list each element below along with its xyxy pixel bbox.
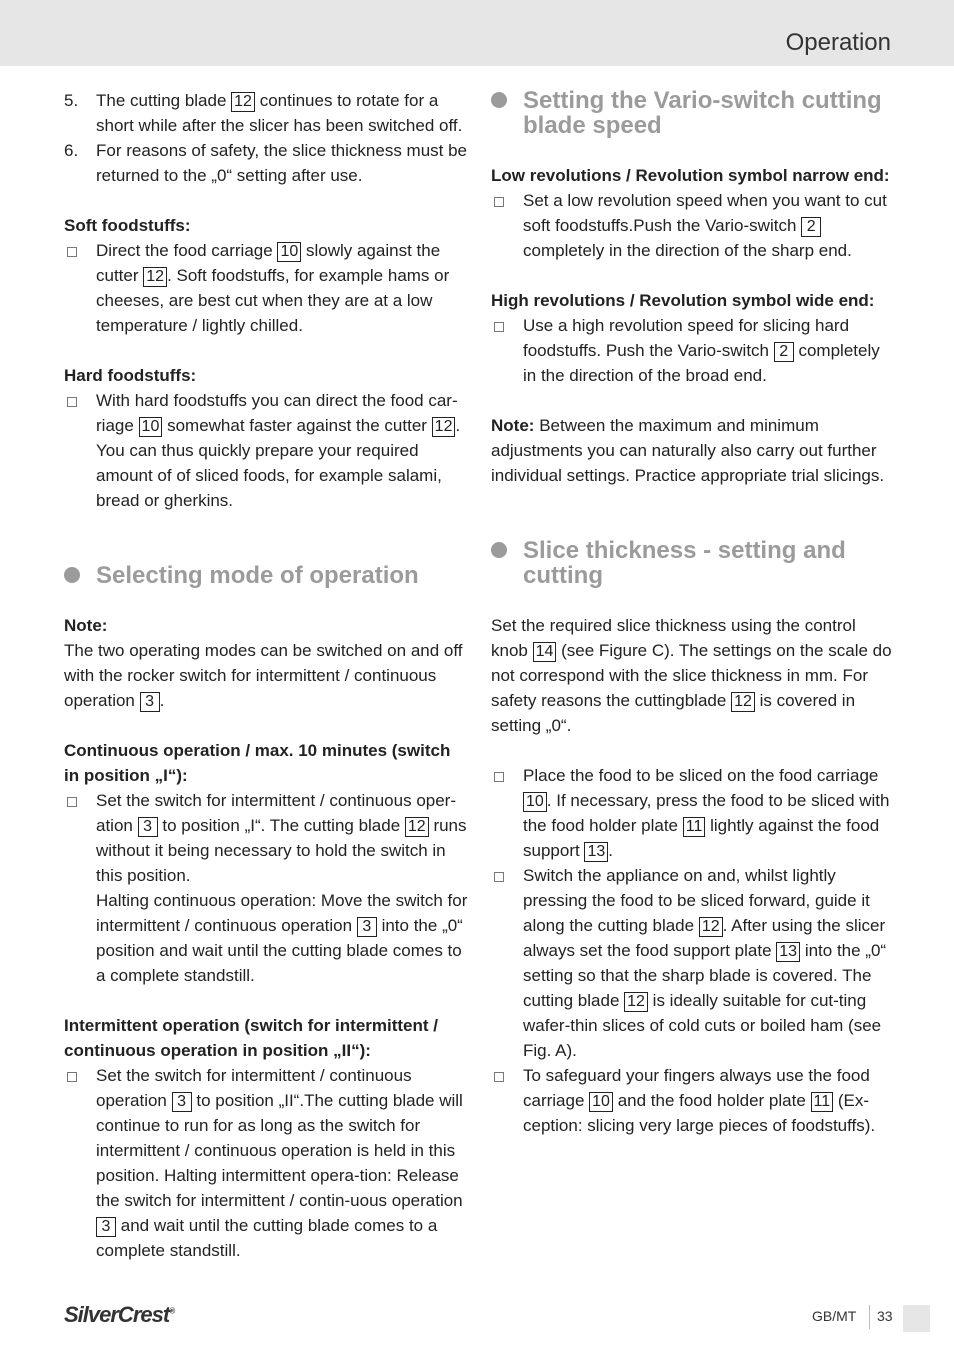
- intro-paragraph: Set the required slice thickness using the control knob 14 (see Figure C). The settings on the scale do not correspond with the slice thickness in mm. For safety reasons the cuttingblade 12 is covered in setting „0“.: [491, 616, 892, 735]
- page-number: 33: [877, 1308, 893, 1324]
- ref-number: 3: [357, 917, 377, 937]
- right-column: [491, 88, 895, 1138]
- bullet-dot-icon: [491, 92, 507, 108]
- checkbox-bullet-icon: [491, 763, 523, 863]
- ref-number: 2: [774, 342, 794, 362]
- list-item: Use a high revolution speed for slicing hard foodstuffs. Push the Vario-switch 2 completely in the direction of the broad end.: [491, 313, 895, 388]
- section-heading-vario: Setting the Vario-switch cutting blade speed: [491, 88, 895, 138]
- checkbox-bullet-icon: [491, 1063, 523, 1138]
- ref-number: 12: [731, 692, 755, 712]
- bullet-dot-icon: [64, 567, 80, 583]
- ref-number: 10: [139, 417, 163, 437]
- low-revolutions-heading: Low revolutions / Revolution symbol narrow end:: [491, 166, 890, 185]
- hard-foodstuffs-heading: Hard foodstuffs:: [64, 366, 197, 385]
- list-item-5: 5. The cutting blade 12 continues to rotate for a short while after the slicer has been switched off.: [64, 91, 463, 135]
- ref-number: 11: [811, 1092, 834, 1112]
- ref-number: 12: [699, 917, 723, 937]
- footer-divider: [869, 1305, 870, 1329]
- ref-number: 12: [143, 267, 167, 287]
- ref-number: 10: [277, 242, 301, 262]
- left-column: [64, 88, 468, 1263]
- ref-number: 11: [683, 817, 706, 837]
- checkbox-bullet-icon: [491, 863, 523, 1063]
- ref-number: 3: [138, 817, 158, 837]
- list-item: Set the switch for intermittent / continuous oper-ation 3 to position „I“. The cutting blade 12 runs without it being necessary to hold the switch in this position. Halting continuous operation: Move the switch for intermittent / continuous operation 3 into the „0“ position and wait until the cutting blade comes to a complete standstill.: [64, 788, 468, 988]
- list-item: Place the food to be sliced on the food carriage 10 . If necessary, press the food to be sliced with the food holder plate 11 lightly against the food support 13 .: [491, 763, 895, 863]
- list-item: With hard foodstuffs you can direct the food car-riage 10 somewhat faster against the cutter 12 . You can thus quickly prepare your required amount of of sliced foods, for example salami, bread or gherkins.: [64, 388, 468, 513]
- checkbox-bullet-icon: [64, 238, 96, 338]
- ref-number: 12: [405, 817, 429, 837]
- section-heading-mode: Selecting mode of operation: [64, 563, 468, 588]
- locale-label: GB/MT: [812, 1308, 857, 1324]
- ref-number: 12: [231, 92, 255, 112]
- list-item: Direct the food carriage 10 slowly against the cutter 12 . Soft foodstuffs, for example hams or cheeses, are best cut when they are at a low temperature / lightly chilled.: [64, 238, 468, 338]
- ref-number: 13: [584, 842, 608, 862]
- footer-tab-box: [903, 1305, 930, 1332]
- page-title: Operation: [785, 29, 891, 56]
- soft-foodstuffs-heading: Soft foodstuffs:: [64, 216, 191, 235]
- high-revolutions-heading: High revolutions / Revolution symbol wide end:: [491, 291, 875, 310]
- section-heading-slice: Slice thickness - setting and cutting: [491, 538, 895, 588]
- checkbox-bullet-icon: [491, 313, 523, 388]
- brand-logo: SilverCrest®: [64, 1302, 175, 1327]
- list-item: Switch the appliance on and, whilst lightly pressing the food to be sliced forward, guide it along the cutting blade 12 . After using the slicer always set the food support plate 13 into the „0“ setting so that the sharp blade is covered. The cutting blade 12 is ideally suitable for cut-ting wafer-thin slices of cold cuts or boiled ham (see Fig. A).: [491, 863, 895, 1063]
- list-item: Set a low revolution speed when you want to cut soft foodstuffs.Push the Vario-switch 2 completely in the direction of the sharp end.: [491, 188, 895, 263]
- note-heading: Note:: [64, 616, 108, 635]
- page-header: [0, 0, 954, 66]
- ref-number: 14: [533, 642, 557, 662]
- ref-number: 12: [624, 992, 648, 1012]
- note-paragraph: Note: Between the maximum and minimum adjustments you can naturally also carry out further individual settings. Practice appropriate trial slicings.: [491, 416, 885, 485]
- ref-number: 3: [96, 1217, 116, 1237]
- ref-number: 13: [776, 942, 800, 962]
- ref-number: 2: [801, 217, 821, 237]
- bullet-dot-icon: [491, 542, 507, 558]
- intermittent-heading: Intermittent operation (switch for intermittent / continuous operation in position „II“):: [64, 1016, 439, 1060]
- list-item-6: 6. For reasons of safety, the slice thickness must be returned to the „0“ setting after use.: [64, 141, 468, 185]
- note-text: The two operating modes can be switched on and off with the rocker switch for intermittent / continuous operation 3 .: [64, 641, 463, 710]
- ref-number: 10: [589, 1092, 613, 1112]
- ref-number: 10: [523, 792, 547, 812]
- checkbox-bullet-icon: [64, 788, 96, 988]
- continuous-heading: Continuous operation / max. 10 minutes (switch in position „I“):: [64, 741, 451, 785]
- list-item: To safeguard your fingers always use the food carriage 10 and the food holder plate 11 (Ex-ception: slicing very large pieces of foodstuffs).: [491, 1063, 895, 1138]
- checkbox-bullet-icon: [64, 388, 96, 513]
- checkbox-bullet-icon: [491, 188, 523, 263]
- ref-number: 12: [432, 417, 456, 437]
- checkbox-bullet-icon: [64, 1063, 96, 1263]
- ref-number: 3: [172, 1092, 192, 1112]
- list-item: Set the switch for intermittent / continuous operation 3 to position „II“.The cutting blade will continue to run for as long as the switch for intermittent / continuous operation is held in this position. Halting intermittent opera-tion: Release the switch for intermittent / contin-uous operation 3 and wait until the cutting blade comes to a complete standstill.: [64, 1063, 468, 1263]
- ref-number: 3: [140, 692, 160, 712]
